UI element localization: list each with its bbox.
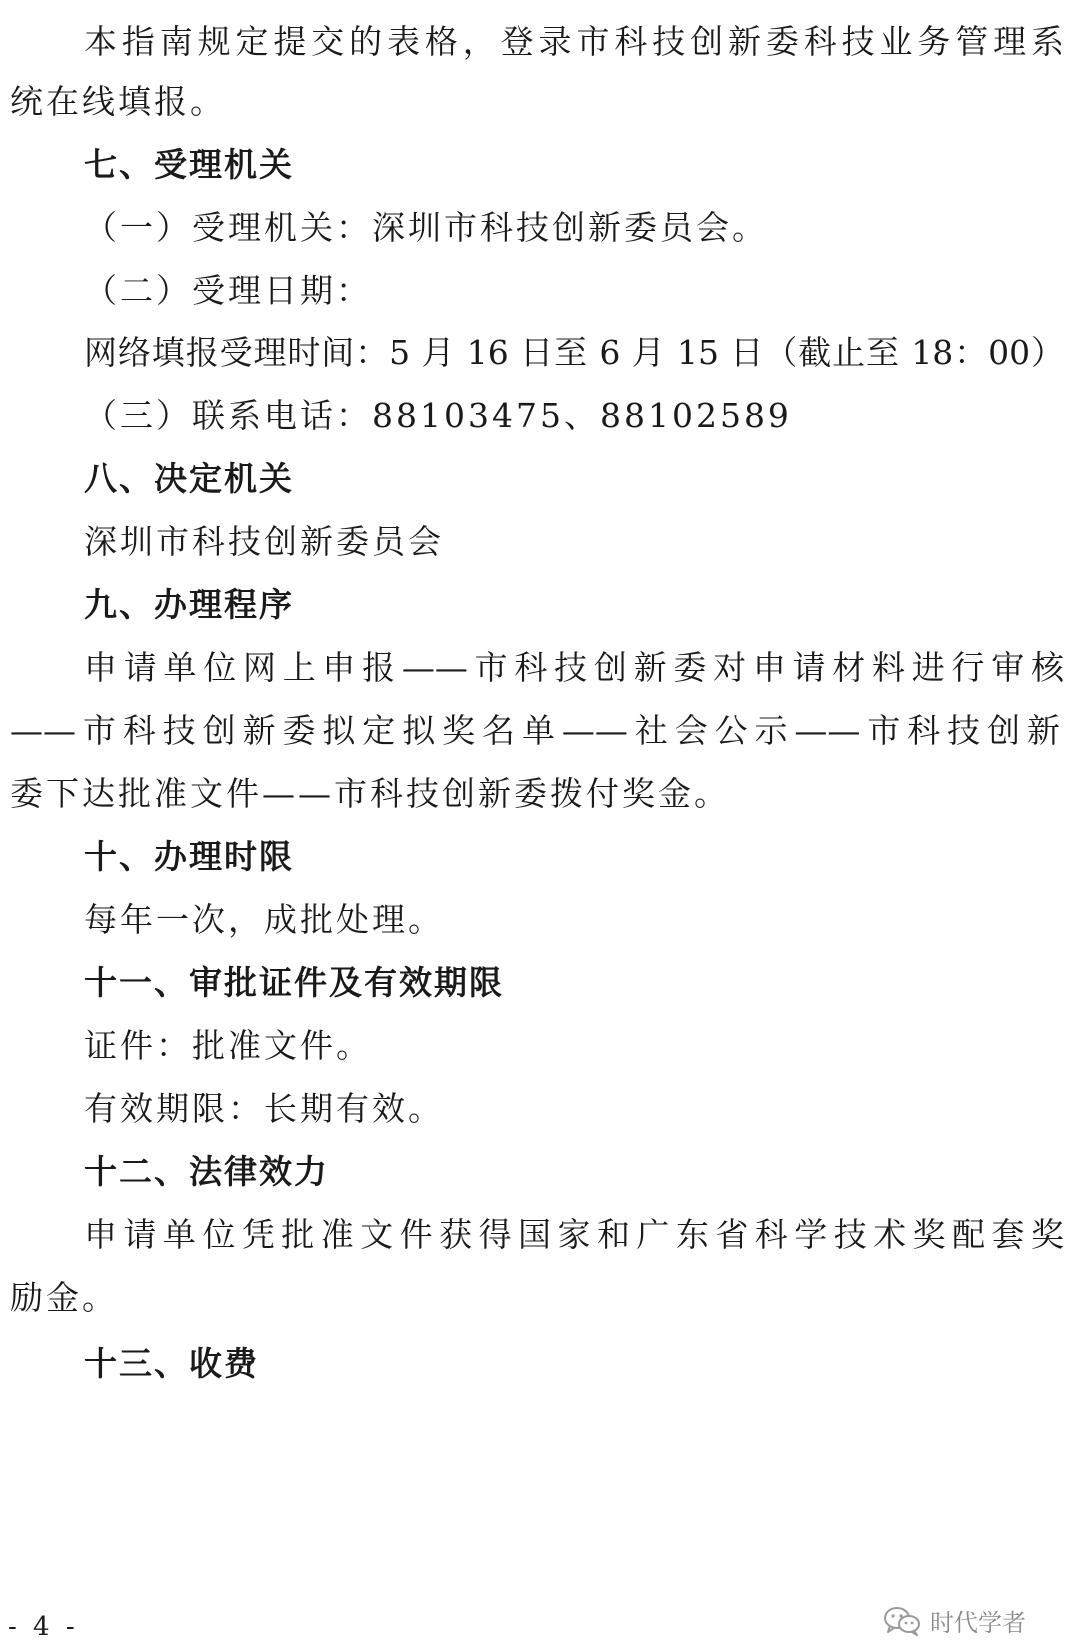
paragraph-line: 委下达批准文件——市科技创新委拨付奖金。	[10, 774, 730, 813]
watermark-text: 时代学者	[930, 1609, 1026, 1637]
section-heading: 七、受理机关	[84, 145, 294, 184]
section-heading: 八、决定机关	[84, 459, 294, 498]
paragraph-line: 申请单位网上申报——市科技创新委对申请材料进行审核	[84, 648, 1064, 687]
watermark	[882, 1603, 1026, 1638]
paragraph-line: （三）联系电话：88103475、88102589	[84, 396, 792, 435]
wechat-icon	[882, 1605, 922, 1637]
paragraph-line: 励金。	[10, 1278, 118, 1317]
section-heading: 十三、收费	[84, 1344, 259, 1383]
paragraph-line: 有效期限：长期有效。	[84, 1089, 444, 1128]
section-heading: 十二、法律效力	[84, 1152, 329, 1191]
paragraph-line: 证件：批准文件。	[84, 1026, 372, 1065]
paragraph-line: （一）受理机关：深圳市科技创新委员会。	[84, 208, 768, 247]
paragraph-line: 每年一次，成批处理。	[84, 900, 444, 939]
paragraph-line: 网络填报受理时间：5 月 16 日至 6 月 15 日（截止至 18：00）	[84, 333, 1064, 372]
section-heading: 九、办理程序	[84, 585, 294, 624]
paragraph-line: 深圳市科技创新委员会	[84, 522, 444, 561]
paragraph-line: 本指南规定提交的表格，登录市科技创新委科技业务管理系	[84, 22, 1064, 61]
page-number: - 4 -	[8, 1612, 79, 1642]
section-heading: 十、办理时限	[84, 837, 294, 876]
paragraph-line: ——市科技创新委拟定拟奖名单——社会公示——市科技创新	[10, 711, 1060, 750]
section-heading: 十一、审批证件及有效期限	[84, 963, 504, 1002]
paragraph-line: 申请单位凭批准文件获得国家和广东省科学技术奖配套奖	[84, 1215, 1064, 1254]
paragraph-line: （二）受理日期：	[84, 271, 372, 310]
paragraph-line: 统在线填报。	[10, 82, 226, 121]
